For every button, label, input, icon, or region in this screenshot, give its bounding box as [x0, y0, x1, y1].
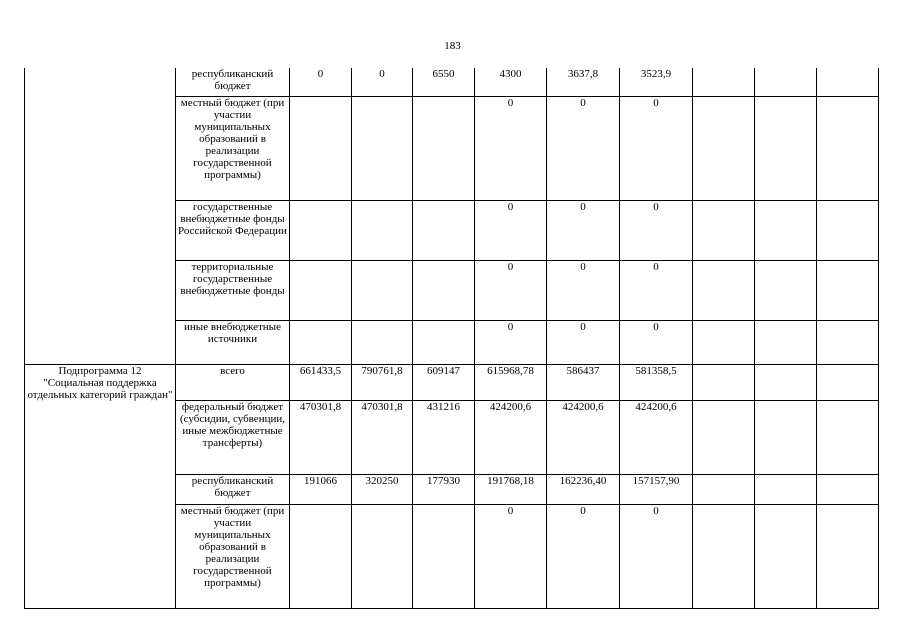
value-cell: 320250 [352, 475, 413, 505]
value-cell: 661433,5 [290, 364, 352, 401]
value-cell: 0 [620, 260, 693, 320]
program-cell [25, 475, 176, 505]
program-cell [25, 260, 176, 320]
value-cell: 609147 [413, 364, 475, 401]
value-cell [352, 260, 413, 320]
program-cell [25, 505, 176, 609]
budget-table [24, 68, 879, 609]
value-cell: 424200,6 [620, 401, 693, 475]
table-row [25, 364, 879, 401]
value-cell: 0 [547, 260, 620, 320]
value-cell: 0 [547, 505, 620, 609]
value-cell [352, 96, 413, 200]
value-cell [290, 96, 352, 200]
value-cell [755, 505, 817, 609]
value-cell [290, 200, 352, 260]
value-cell: 0 [620, 200, 693, 260]
table-row [25, 200, 879, 260]
table-row [25, 505, 879, 609]
value-cell: 0 [475, 505, 547, 609]
funding-source-cell: территориальные государственные внебюджетные фонды [176, 260, 290, 320]
funding-source-cell: всего [176, 364, 290, 401]
program-cell [25, 68, 176, 96]
value-cell: 162236,40 [547, 475, 620, 505]
value-cell: 191066 [290, 475, 352, 505]
value-cell [817, 68, 879, 96]
value-cell: 0 [620, 505, 693, 609]
program-cell [25, 200, 176, 260]
value-cell: 0 [547, 96, 620, 200]
value-cell [693, 505, 755, 609]
value-cell: 0 [475, 260, 547, 320]
value-cell [755, 260, 817, 320]
value-cell: 0 [352, 68, 413, 96]
value-cell: 6550 [413, 68, 475, 96]
value-cell [693, 320, 755, 364]
value-cell: 431216 [413, 401, 475, 475]
value-cell [693, 200, 755, 260]
value-cell: 0 [620, 96, 693, 200]
value-cell [817, 260, 879, 320]
table-row [25, 475, 879, 505]
value-cell [755, 320, 817, 364]
value-cell: 424200,6 [547, 401, 620, 475]
value-cell: 424200,6 [475, 401, 547, 475]
program-cell [25, 401, 176, 475]
funding-source-cell: иные внебюджетные источники [176, 320, 290, 364]
value-cell [817, 475, 879, 505]
value-cell: 3637,8 [547, 68, 620, 96]
value-cell [413, 200, 475, 260]
value-cell [413, 96, 475, 200]
value-cell [413, 505, 475, 609]
value-cell [693, 68, 755, 96]
value-cell: 581358,5 [620, 364, 693, 401]
value-cell [755, 475, 817, 505]
value-cell [755, 200, 817, 260]
value-cell: 0 [547, 200, 620, 260]
table-row [25, 401, 879, 475]
value-cell [817, 364, 879, 401]
table-body [25, 68, 879, 609]
value-cell: 0 [290, 68, 352, 96]
value-cell: 0 [475, 320, 547, 364]
value-cell [413, 320, 475, 364]
value-cell [352, 200, 413, 260]
value-cell: 0 [620, 320, 693, 364]
value-cell [413, 260, 475, 320]
value-cell [755, 401, 817, 475]
value-cell [817, 401, 879, 475]
value-cell [817, 96, 879, 200]
table-row [25, 68, 879, 96]
value-cell: 586437 [547, 364, 620, 401]
value-cell [352, 505, 413, 609]
funding-source-cell: федеральный бюджет (субсидии, субвенции, иные межбюджетные трансферты) [176, 401, 290, 475]
value-cell: 3523,9 [620, 68, 693, 96]
value-cell: 0 [475, 200, 547, 260]
value-cell [352, 320, 413, 364]
value-cell: 790761,8 [352, 364, 413, 401]
funding-source-cell: республиканский бюджет [176, 68, 290, 96]
table-row [25, 96, 879, 200]
value-cell [755, 364, 817, 401]
value-cell [817, 320, 879, 364]
value-cell: 615968,78 [475, 364, 547, 401]
value-cell [817, 200, 879, 260]
table-row [25, 320, 879, 364]
value-cell [817, 505, 879, 609]
value-cell: 191768,18 [475, 475, 547, 505]
value-cell: 157157,90 [620, 475, 693, 505]
value-cell [693, 475, 755, 505]
page-number: 183 [444, 40, 461, 52]
value-cell [755, 68, 817, 96]
value-cell [290, 320, 352, 364]
program-cell [25, 96, 176, 200]
table-row [25, 260, 879, 320]
value-cell [693, 260, 755, 320]
value-cell: 177930 [413, 475, 475, 505]
program-cell [25, 320, 176, 364]
funding-source-cell: государственные внебюджетные фонды Российской Федерации [176, 200, 290, 260]
value-cell: 0 [547, 320, 620, 364]
funding-source-cell: местный бюджет (при участии муниципальных образований в реализации государственной программы) [176, 96, 290, 200]
value-cell [755, 96, 817, 200]
value-cell [693, 364, 755, 401]
value-cell: 470301,8 [290, 401, 352, 475]
value-cell [290, 260, 352, 320]
value-cell [290, 505, 352, 609]
value-cell: 0 [475, 96, 547, 200]
value-cell: 470301,8 [352, 401, 413, 475]
value-cell [693, 401, 755, 475]
program-cell: Подпрограмма 12 "Социальная поддержка отдельных категорий граждан" [25, 364, 176, 401]
funding-source-cell: местный бюджет (при участии муниципальных образований в реализации государственной программы) [176, 505, 290, 609]
funding-source-cell: республиканский бюджет [176, 475, 290, 505]
value-cell [693, 96, 755, 200]
value-cell: 4300 [475, 68, 547, 96]
